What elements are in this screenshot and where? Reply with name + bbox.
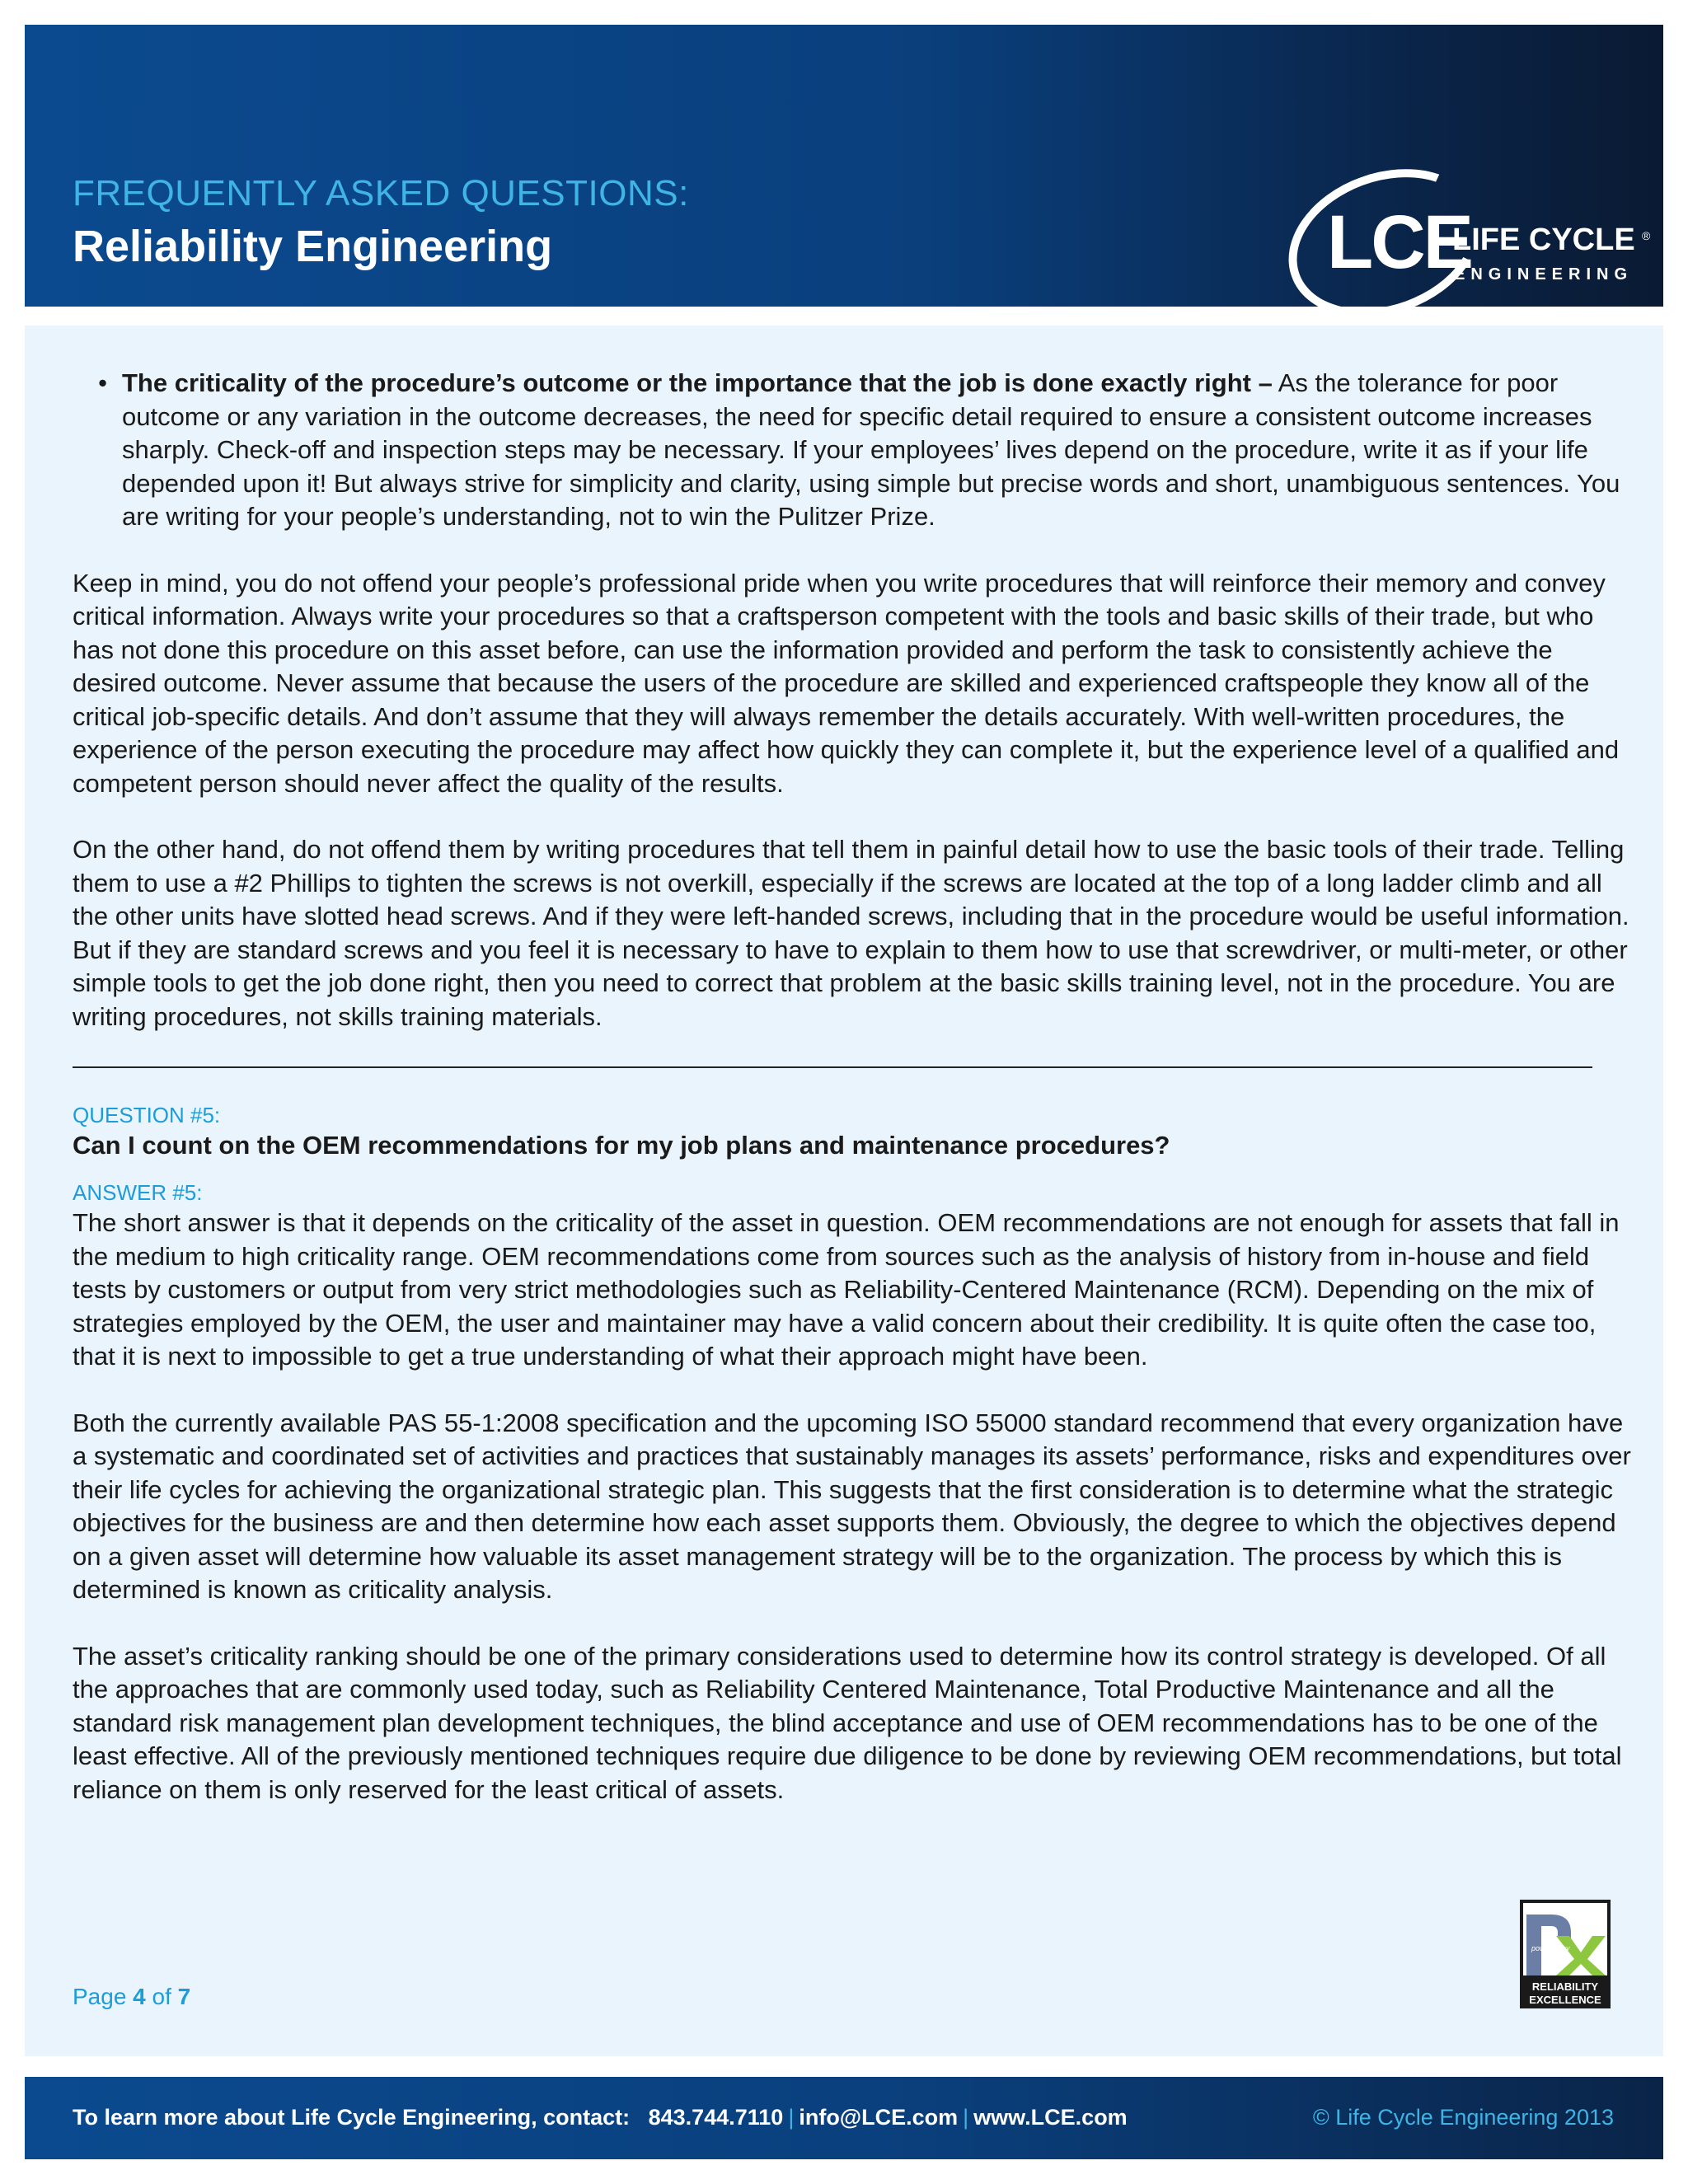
- header-eyebrow: FREQUENTLY ASKED QUESTIONS:: [73, 173, 689, 213]
- badge-line1: RELIABILITY: [1531, 1980, 1599, 1993]
- page-footer: [25, 2077, 1663, 2159]
- footer-phone[interactable]: 843.744.7110: [648, 2105, 784, 2130]
- answer-label: ANSWER #5:: [73, 1180, 203, 1205]
- footer-lead: To learn more about Life Cycle Engineering, contact:: [73, 2105, 631, 2130]
- page-total: 7: [177, 1984, 191, 2009]
- footer-email-link[interactable]: info@LCE.com: [799, 2105, 959, 2130]
- content-panel: [25, 326, 1663, 2056]
- footer-web-link[interactable]: www.LCE.com: [973, 2105, 1128, 2130]
- logo-sub: ENGINEERING: [1454, 265, 1634, 284]
- bullet-text: As the tolerance for poor outcome or any variation in the outcome decreases, the need for specific detail required to ensure a consistent outcome increases sharply. Check-off and inspection steps may be necessary. If your employees’ lives depend on the procedure, write it as if your life depended upon it! But always strive for simplicity and clarity, using simple but precise words and short, unambiguous sentences. You are writing for your people’s understanding, not to win the Pulitzer Prize.: [122, 368, 1620, 531]
- footer-copyright: © Life Cycle Engineering 2013: [1312, 2105, 1614, 2130]
- lce-logo-icon: [1261, 165, 1651, 313]
- bullet-icon: •: [98, 368, 107, 397]
- page-title: Reliability Engineering: [73, 222, 553, 271]
- page-header: [25, 25, 1663, 307]
- badge-powered: powered by: [1531, 1944, 1570, 1952]
- paragraph: On the other hand, do not offend them by writing procedures that tell them in painful detail how to use the basic tools of their trade. Telling them to use a #2 Phillips to tighten the screws is not overkill, especially if the screws are located at the top of a long ladder climb and all the other units have slotted head screws. And if they were left-handed screws, including that in the procedure would be useful information. But if they are standard screws and you feel it is necessary to have to explain to them how to use that screwdriver, or multi-meter, or other simple tools to get the job done right, then you need to correct that problem at the basic skills training level, not in the procedure. You are writing procedures, not skills training materials.: [73, 835, 1629, 1031]
- page-current: 4: [133, 1984, 146, 2009]
- badge-line2: EXCELLENCE: [1529, 1994, 1601, 2006]
- logo-name: LIFE CYCLE: [1452, 223, 1635, 257]
- rx-reliability-excellence-badge-icon: [1520, 1900, 1611, 2008]
- bullet-item: [73, 367, 1639, 534]
- logo-reg: ®: [1642, 229, 1651, 242]
- question-text: Can I count on the OEM recommendations for my job plans and maintenance procedures?: [73, 1131, 1170, 1160]
- answer-paragraph: Both the currently available PAS 55-1:2008 specification and the upcoming ISO 55000 standard recommend that every organization have a systematic and coordinated set of activities and practices that sustainably manages its assets’ performance, risks and expenditures over their life cycles for achieving the organizational strategic plan. This suggests that the first consideration is to determine what the strategic objectives for the business are and then determine how each asset supports them. Obviously, the degree to which the objectives depend on a given asset will determine how valuable its asset management strategy will be to the organization. The process by which this is determined is known as criticality analysis.: [73, 1408, 1631, 1604]
- logo-mark: LCE: [1327, 200, 1471, 284]
- section-divider: [73, 1066, 1592, 1068]
- footer-contact: To learn more about Life Cycle Engineering, contact: 843.744.7110 | info@LCE.com | www.LCE.com: [73, 2105, 1128, 2130]
- answer-paragraph: The asset’s criticality ranking should be one of the primary considerations used to determine how its control strategy is developed. Of all the approaches that are commonly used today, such as Reliability Centered Maintenance, Total Productive Maintenance and all the standard risk management plan development techniques, the blind acceptance and use of OEM recommendations has to be one of the least effective. All of the previously mentioned techniques require due diligence to be done by reviewing OEM recommendations, but total reliance on them is only reserved for the least critical of assets.: [73, 1641, 1622, 1804]
- paragraph: Keep in mind, you do not offend your people’s professional pride when you write procedures that will reinforce their memory and convey critical information. Always write your procedures so that a craftsperson competent with the tools and basic skills of their trade, but who has not done this procedure on this asset before, can use the information provided and perform the task to consistently achieve the desired outcome. Never assume that because the users of the procedure are skilled and experienced craftspeople they know all of the critical job-specific details. And don’t assume that they will always remember the details accurately. With well-written procedures, the experience of the person executing the procedure may affect how quickly they can complete it, but the experience level of a qualified and competent person should never affect the quality of the results.: [73, 568, 1620, 798]
- answer-paragraph: The short answer is that it depends on the criticality of the asset in question. OEM recommendations are not enough for assets that fall in the medium to high criticality range. OEM recommendations come from sources such as the analysis of history from in-house and field tests by customers or output from very strict methodologies such as Reliability-Centered Maintenance (RCM). Depending on the mix of strategies employed by the OEM, the user and maintainer may have a valid concern about their credibility. It is quite often the case too, that it is next to impossible to get a true understanding of what their approach might have been.: [73, 1208, 1620, 1371]
- document-body: [73, 367, 1639, 1840]
- bullet-lead: The criticality of the procedure’s outcome or the importance that the job is done exactly right –: [122, 368, 1273, 397]
- question-label: QUESTION #5:: [73, 1103, 221, 1127]
- page-number: Page 4 of 7: [73, 1984, 191, 2009]
